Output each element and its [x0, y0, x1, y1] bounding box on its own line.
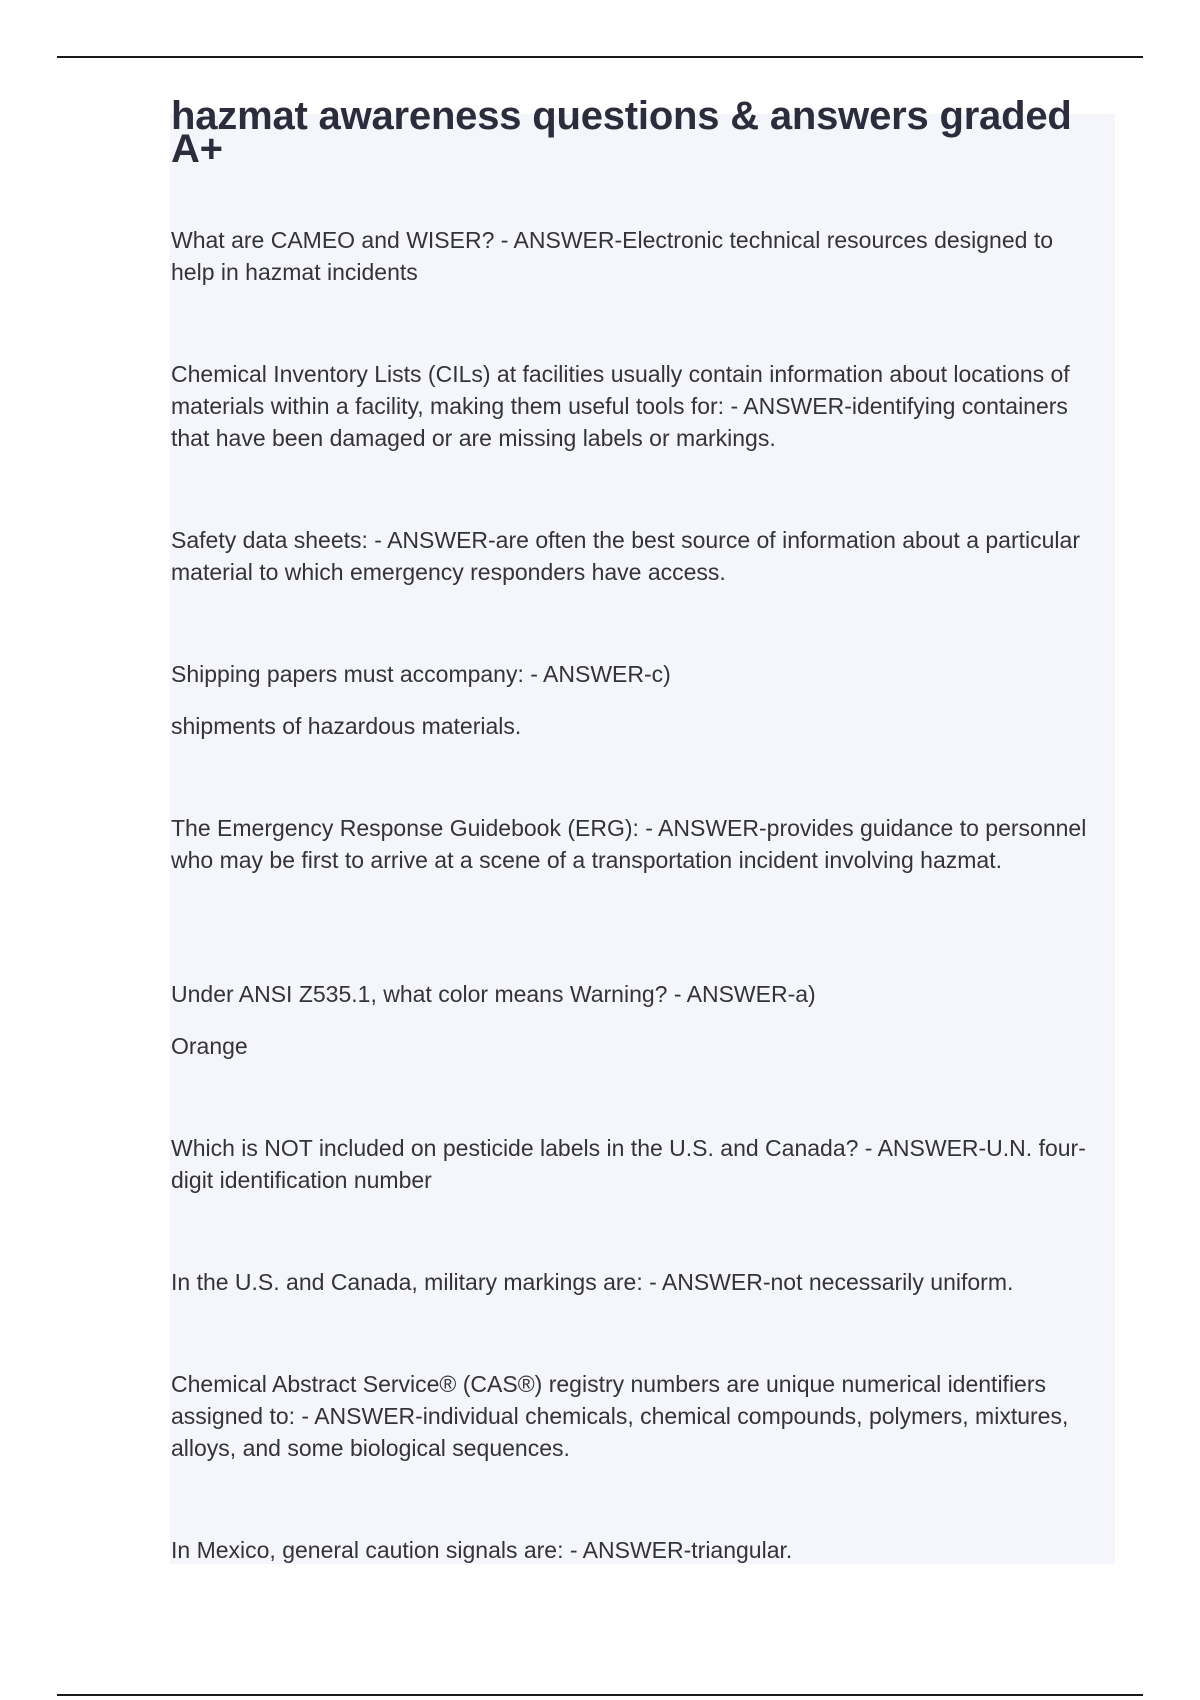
qa-text: Chemical Inventory Lists (CILs) at facilities usually contain information about locations of materials within a facility, making them useful tools for: - ANSWER-identifying containers that have been damaged or are missing labels or markings. [171, 361, 1070, 451]
document-body [171, 94, 1101, 1563]
qa-text: Shipping papers must accompany: - ANSWER-c) [171, 661, 671, 687]
qa-text: The Emergency Response Guidebook (ERG): - ANSWER-provides guidance to personnel who may be first to arrive at a scene of a transportation incident involving hazmat. [171, 815, 1087, 873]
qa-item [171, 1266, 1101, 1298]
qa-text: Orange [171, 1033, 248, 1059]
qa-item [171, 1368, 1101, 1464]
qa-item [171, 358, 1101, 454]
qa-text: In the U.S. and Canada, military markings are: - ANSWER-not necessarily uniform. [171, 1269, 1014, 1295]
qa-text: Safety data sheets: - ANSWER-are often the best source of information about a particular material to which emergency responders have access. [171, 527, 1080, 585]
qa-item [171, 658, 1101, 742]
qa-item [171, 224, 1101, 288]
qa-item [171, 812, 1101, 876]
qa-item [171, 978, 1101, 1062]
qa-text: What are CAMEO and WISER? - ANSWER-Electronic technical resources designed to help in hazmat incidents [171, 227, 1054, 285]
qa-text: shipments of hazardous materials. [171, 713, 522, 739]
document-title: hazmat awareness questions & answers graded A+ [171, 94, 1072, 171]
qa-item [171, 1132, 1101, 1196]
qa-text: In Mexico, general caution signals are: - ANSWER-triangular. [171, 1537, 793, 1563]
qa-item [171, 1534, 1101, 1566]
qa-item [171, 524, 1101, 588]
qa-text: Which is NOT included on pesticide labels in the U.S. and Canada? - ANSWER-U.N. four-digit identification number [171, 1135, 1086, 1193]
bottom-rule [57, 1694, 1143, 1696]
top-rule [57, 56, 1143, 58]
qa-text: Under ANSI Z535.1, what color means Warning? - ANSWER-a) [171, 981, 816, 1007]
qa-text: Chemical Abstract Service® (CAS®) registry numbers are unique numerical identifiers assigned to: - ANSWER-individual chemicals, chemical compounds, polymers, mixtures, alloys, and some biological sequences. [171, 1371, 1069, 1461]
